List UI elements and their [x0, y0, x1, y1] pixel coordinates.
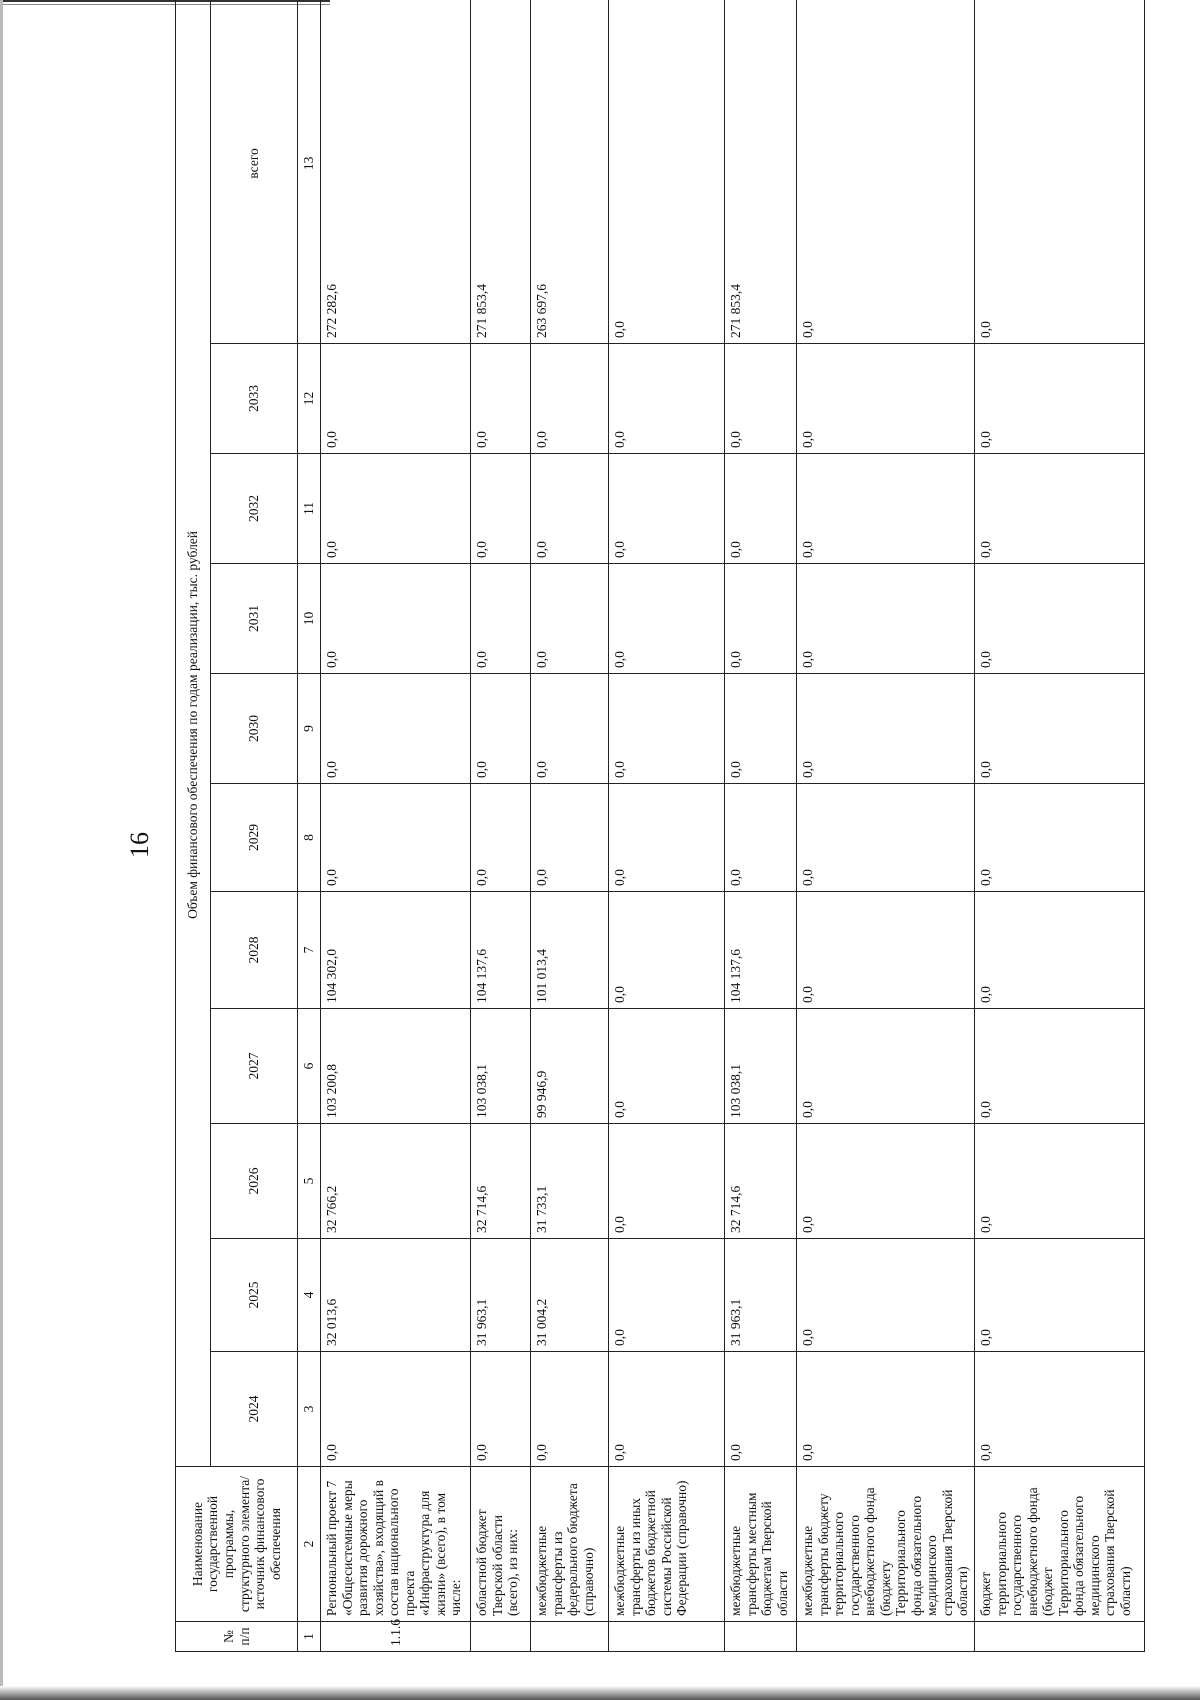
scan-edge-bottom — [0, 1686, 1200, 1700]
row-value-2033: 0,0 — [321, 344, 471, 454]
column-number-8: 8 — [298, 784, 321, 892]
column-number-4: 4 — [298, 1239, 321, 1352]
row-value-2030: 0,0 — [531, 674, 609, 784]
table-row — [609, 0, 725, 1652]
header-group: Объем финансового обеспечения по годам реализации, тыс. рублей — [176, 0, 211, 1467]
row-value-2032: 0,0 — [321, 454, 471, 564]
row-value-2028: 104 137,6 — [471, 892, 531, 1009]
row-value-всего: 271 853,4 — [725, 0, 797, 344]
row-value-2026: 32 714,6 — [725, 1124, 797, 1239]
row-code: 1.1.6 — [321, 1622, 471, 1652]
header-name: Наименование государственной программы, структурного элемента/источник финансового обеспечения — [176, 1467, 298, 1622]
row-value-2026: 32 766,2 — [321, 1124, 471, 1239]
row-value-2024: 0,0 — [975, 1352, 1145, 1467]
row-value-2027: 103 038,1 — [471, 1009, 531, 1124]
row-value-2025: 31 004,2 — [531, 1239, 609, 1352]
row-value-2028: 0,0 — [797, 892, 975, 1009]
row-value-2033: 0,0 — [797, 344, 975, 454]
row-value-2025: 31 963,1 — [725, 1239, 797, 1352]
row-value-2031: 0,0 — [609, 564, 725, 674]
header-year-3: 2027 — [211, 1009, 298, 1124]
row-value-2029: 0,0 — [609, 784, 725, 892]
header-year-0: 2024 — [211, 1352, 298, 1467]
row-value-2033: 0,0 — [609, 344, 725, 454]
row-value-всего: 272 282,6 — [321, 0, 471, 344]
row-value-всего: 263 697,6 — [531, 0, 609, 344]
row-value-2031: 0,0 — [725, 564, 797, 674]
row-value-2031: 0,0 — [471, 564, 531, 674]
row-value-всего: 0,0 — [609, 0, 725, 344]
column-number-3: 3 — [298, 1352, 321, 1467]
column-number-10: 10 — [298, 564, 321, 674]
column-number-12: 12 — [298, 344, 321, 454]
column-number-6: 6 — [298, 1009, 321, 1124]
row-value-2026: 0,0 — [797, 1124, 975, 1239]
row-value-2031: 0,0 — [797, 564, 975, 674]
table-row — [797, 0, 975, 1652]
row-value-2028: 104 302,0 — [321, 892, 471, 1009]
row-value-2026: 0,0 — [975, 1124, 1145, 1239]
header-year-5: 2029 — [211, 784, 298, 892]
row-value-2025: 32 013,6 — [321, 1239, 471, 1352]
header-year-9: 2033 — [211, 344, 298, 454]
row-value-2024: 0,0 — [531, 1352, 609, 1467]
row-value-2027: 0,0 — [975, 1009, 1145, 1124]
row-name: межбюджетные трансферты из иных бюджетов бюджетной системы Российской Федерации (справочно) — [609, 1467, 725, 1622]
column-number-11: 11 — [298, 454, 321, 564]
header-years-row — [211, 0, 298, 1652]
row-value-2031: 0,0 — [531, 564, 609, 674]
row-value-2027: 99 946,9 — [531, 1009, 609, 1124]
row-code — [975, 1622, 1145, 1652]
header-year-4: 2028 — [211, 892, 298, 1009]
row-name: межбюджетные трансферты из федерального бюджета (справочно) — [531, 1467, 609, 1622]
row-name: межбюджетные трансферты бюджету территориального государственного внебюджетного фонда (бюджету Территориального фонда обязательного медицинского страхования Тверской области) — [797, 1467, 975, 1622]
row-value-2033: 0,0 — [471, 344, 531, 454]
row-value-2030: 0,0 — [609, 674, 725, 784]
header-year-1: 2025 — [211, 1239, 298, 1352]
row-name: областной бюджет Тверской области (всего), из них: — [471, 1467, 531, 1622]
header-year-10: всего — [211, 0, 298, 344]
row-value-2024: 0,0 — [609, 1352, 725, 1467]
table-body — [321, 0, 1145, 1652]
row-value-2030: 0,0 — [975, 674, 1145, 784]
row-value-2033: 0,0 — [531, 344, 609, 454]
row-value-2030: 0,0 — [321, 674, 471, 784]
row-value-2028: 104 137,6 — [725, 892, 797, 1009]
row-value-2024: 0,0 — [725, 1352, 797, 1467]
table-row — [471, 0, 531, 1652]
row-value-2032: 0,0 — [975, 454, 1145, 564]
row-value-2029: 0,0 — [975, 784, 1145, 892]
row-value-2030: 0,0 — [797, 674, 975, 784]
column-number-5: 5 — [298, 1124, 321, 1239]
row-value-2027: 103 200,8 — [321, 1009, 471, 1124]
financing-table — [175, 0, 1145, 1652]
table-row — [321, 0, 471, 1652]
scan-edge-left — [0, 0, 3, 1700]
row-name: Региональный проект 7 «Общесистемные меры развития дорожного хозяйства», входящий в состав национального проекта «Инфраструктура для жизни» (всего), в том числе: — [321, 1467, 471, 1622]
table-row — [725, 0, 797, 1652]
row-value-2033: 0,0 — [725, 344, 797, 454]
row-value-2024: 0,0 — [797, 1352, 975, 1467]
row-code — [797, 1622, 975, 1652]
header-year-6: 2030 — [211, 674, 298, 784]
row-value-2029: 0,0 — [797, 784, 975, 892]
page-number: 16 — [125, 832, 154, 858]
header-year-7: 2031 — [211, 564, 298, 674]
row-value-2028: 101 013,4 — [531, 892, 609, 1009]
row-value-2026: 0,0 — [609, 1124, 725, 1239]
row-value-2032: 0,0 — [471, 454, 531, 564]
row-name: бюджет территориального государственного внебюджетного фонда (бюджет Территориального фонда обязательного медицинского страхования Тверской области) — [975, 1467, 1145, 1622]
row-value-всего: 0,0 — [797, 0, 975, 344]
row-value-2025: 31 963,1 — [471, 1239, 531, 1352]
row-value-всего: 0,0 — [975, 0, 1145, 344]
row-value-2032: 0,0 — [609, 454, 725, 564]
column-number-13: 13 — [298, 0, 321, 344]
row-name: межбюджетные трансферты местным бюджетам Тверской области — [725, 1467, 797, 1622]
table-row — [975, 0, 1145, 1652]
row-value-2029: 0,0 — [531, 784, 609, 892]
row-value-2029: 0,0 — [725, 784, 797, 892]
row-value-2027: 0,0 — [609, 1009, 725, 1124]
row-value-2025: 0,0 — [797, 1239, 975, 1352]
row-value-2032: 0,0 — [797, 454, 975, 564]
row-code — [725, 1622, 797, 1652]
row-code — [609, 1622, 725, 1652]
row-value-2031: 0,0 — [321, 564, 471, 674]
row-value-2026: 32 714,6 — [471, 1124, 531, 1239]
column-number-7: 7 — [298, 892, 321, 1009]
row-value-2025: 0,0 — [975, 1239, 1145, 1352]
row-value-2031: 0,0 — [975, 564, 1145, 674]
row-value-2027: 0,0 — [797, 1009, 975, 1124]
row-value-2029: 0,0 — [321, 784, 471, 892]
row-value-2024: 0,0 — [321, 1352, 471, 1467]
column-number-1: 1 — [298, 1622, 321, 1652]
header-year-2: 2026 — [211, 1124, 298, 1239]
row-value-2029: 0,0 — [471, 784, 531, 892]
row-value-2030: 0,0 — [471, 674, 531, 784]
header-num: № п/п — [176, 1622, 298, 1652]
column-number-2: 2 — [298, 1467, 321, 1622]
row-value-2032: 0,0 — [531, 454, 609, 564]
header-year-8: 2032 — [211, 454, 298, 564]
row-value-2028: 0,0 — [609, 892, 725, 1009]
row-value-2025: 0,0 — [609, 1239, 725, 1352]
row-value-2026: 31 733,1 — [531, 1124, 609, 1239]
column-number-9: 9 — [298, 674, 321, 784]
row-code — [471, 1622, 531, 1652]
rotated-table-wrapper — [175, 84, 1133, 1652]
column-numbers-row — [298, 0, 321, 1652]
row-value-всего: 271 853,4 — [471, 0, 531, 344]
row-value-2028: 0,0 — [975, 892, 1145, 1009]
row-value-2032: 0,0 — [725, 454, 797, 564]
row-value-2024: 0,0 — [471, 1352, 531, 1467]
row-value-2027: 103 038,1 — [725, 1009, 797, 1124]
table-row — [531, 0, 609, 1652]
row-value-2033: 0,0 — [975, 344, 1145, 454]
row-value-2030: 0,0 — [725, 674, 797, 784]
row-code — [531, 1622, 609, 1652]
